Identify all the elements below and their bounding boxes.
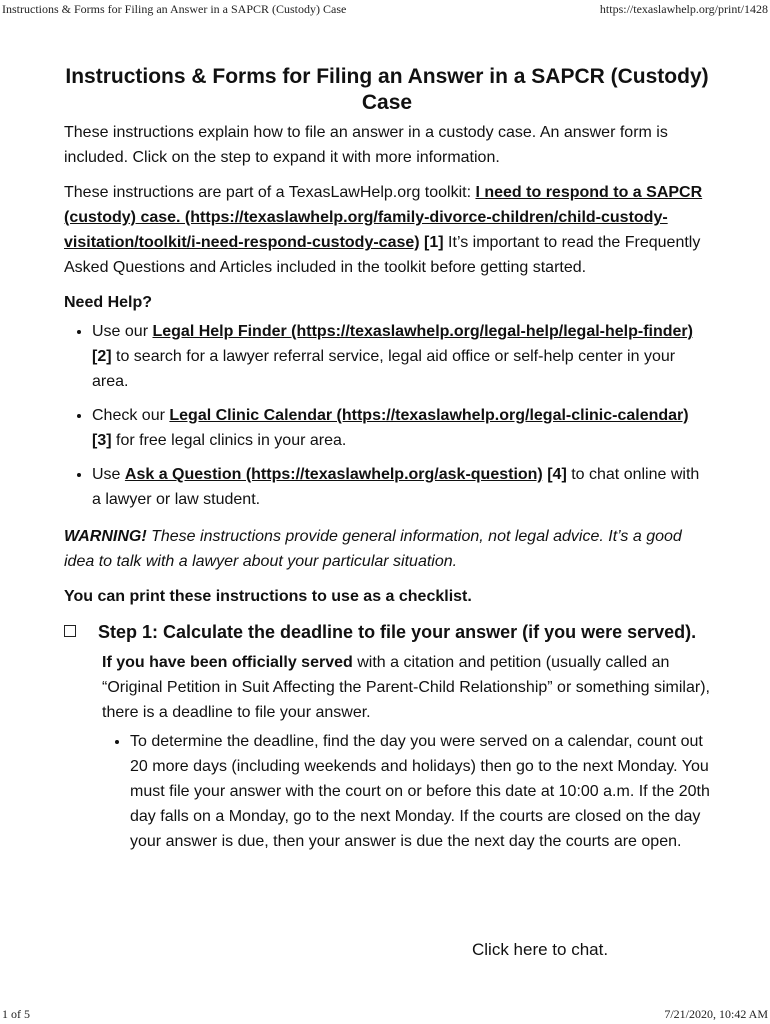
step-checkbox-icon[interactable] xyxy=(64,625,76,637)
toolkit-text-after: It’s important to read the Frequently Asked Questions and Articles included in the toolkit before getting started. xyxy=(64,234,701,276)
page-title: Instructions & Forms for Filing an Answer in a SAPCR (Custody) Case xyxy=(65,65,709,114)
print-header-url: https://texaslawhelp.org/print/1428 xyxy=(599,2,768,16)
print-datetime: 7/21/2020, 10:42 AM xyxy=(664,1007,768,1021)
warning-label: WARNING! xyxy=(64,528,147,545)
help-list xyxy=(64,319,710,512)
help-item-text-before: Check our xyxy=(92,407,170,424)
ask-a-question-link[interactable]: Ask a Question (https://texaslawhelp.org/ask-question) xyxy=(124,466,543,483)
legal-help-finder-link[interactable]: Legal Help Finder (https://texaslawhelp.org/legal-help/legal-help-finder) xyxy=(152,323,693,340)
step-1-list xyxy=(102,729,710,854)
intro-paragraph: These instructions explain how to file an answer in a custody case. An answer form is included. Click on the step to expand it with more information. xyxy=(64,124,668,166)
article-content xyxy=(64,64,710,854)
step-1-toggle[interactable] xyxy=(64,619,710,646)
toolkit-text-before: These instructions are part of a TexasLawHelp.org toolkit: xyxy=(64,184,476,201)
legal-clinic-calendar-link[interactable]: Legal Clinic Calendar (https://texaslawhelp.org/legal-clinic-calendar) xyxy=(169,407,689,424)
help-item-legal-clinic-calendar xyxy=(92,403,710,453)
warning-text: These instructions provide general information, not legal advice. It’s a good idea to talk with a lawyer about your particular situation. xyxy=(64,528,682,570)
toolkit-ref: [1] xyxy=(419,234,444,251)
help-item-legal-help-finder xyxy=(92,319,710,394)
chat-widget-button[interactable]: Click here to chat. xyxy=(472,940,609,959)
step-1-deadline-item: • To determine the deadline, find the day you were served on a calendar, count out 20 more days (including weekends and holidays) then go to the next Monday. You must file your answer with the court on or before this date at 10:00 a.m. If the 20th day falls on a Monday, go to the next Monday. If the courts are closed on the day your answer is due, then your answer is due the next day the courts are open. xyxy=(130,729,710,854)
need-help-heading: Need Help? xyxy=(64,294,153,311)
help-item-text-before: Use xyxy=(92,466,125,483)
step-1-served-paragraph xyxy=(102,650,710,725)
warning-paragraph xyxy=(64,524,710,574)
step-1-served-text: with a citation and petition (usually called an “Original Petition in Suit Affecting the Parent-Child Relationship” or something similar), there is a deadline to file your answer. xyxy=(102,654,710,721)
page-number: 1 of 5 xyxy=(2,1007,30,1021)
toolkit-paragraph xyxy=(64,180,710,280)
help-item-text-after: for free legal clinics in your area. xyxy=(111,432,347,449)
step-1-title: Step 1: Calculate the deadline to file your answer (if you were served). xyxy=(98,622,697,642)
help-item-text-after: to search for a lawyer referral service, legal aid office or self-help center in your area. xyxy=(92,348,676,390)
help-item-text-after: to chat online with a lawyer or law student. xyxy=(92,466,700,508)
help-item-ref: [3] xyxy=(92,432,112,449)
toolkit-link[interactable]: I need to respond to a SAPCR (custody) case. (https://texaslawhelp.org/family-divorce-children/child-custody-visitation/toolkit/i-need-respond-custody-case) xyxy=(64,184,703,251)
help-item-ref: [2] xyxy=(92,348,112,365)
step-1-body xyxy=(102,650,710,854)
print-header-title: Instructions & Forms for Filing an Answer in a SAPCR (Custody) Case xyxy=(2,2,347,16)
help-item-ask-a-question xyxy=(92,462,710,512)
print-note: You can print these instructions to use as a checklist. xyxy=(64,588,472,605)
help-item-text-before: Use our xyxy=(92,323,153,340)
step-1-served-bold: If you have been officially served xyxy=(102,654,353,671)
help-item-ref: [4] xyxy=(542,466,567,483)
